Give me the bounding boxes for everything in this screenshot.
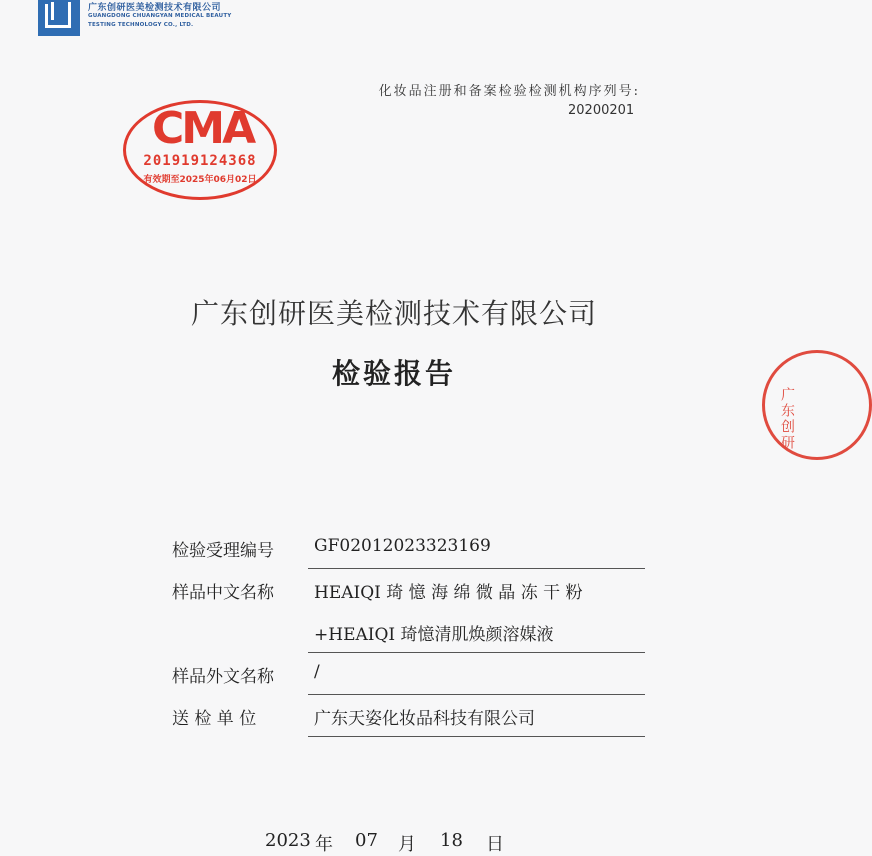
cma-valid-until: 有效期至2025年06月02日 — [143, 175, 257, 185]
acceptance-no-label: 检验受理编号 — [172, 541, 274, 561]
registration-number: 20200201 — [568, 103, 635, 118]
header-company-cn: 广东创研医美检测技术有限公司 — [88, 3, 222, 13]
logo-letter — [51, 2, 71, 20]
cma-stamp — [123, 100, 277, 200]
sample-cn-label: 样品中文名称 — [172, 583, 274, 603]
header-company-en-1: GUANGDONG CHUANGYAN MEDICAL BEAUTY — [88, 13, 232, 19]
cma-mark: CMA — [152, 103, 254, 154]
registration-label: 化妆品注册和备案检验检测机构序列号: — [378, 84, 640, 99]
date-year-unit: 年 — [315, 834, 333, 855]
submitter-value: 广东天姿化妆品科技有限公司 — [314, 709, 535, 729]
submitter-label: 送 检 单 位 — [172, 709, 257, 729]
date-month: 07 — [355, 830, 378, 851]
date-day: 18 — [440, 830, 463, 851]
report-title: 检验报告 — [331, 357, 456, 390]
date-day-unit: 日 — [486, 834, 504, 855]
sample-en-value: / — [314, 662, 320, 682]
report-company-title: 广东创研医美检测技术有限公司 — [190, 297, 597, 330]
divider-line — [308, 736, 645, 737]
sample-cn-value-1: HEAIQI 琦 憶 海 绵 微 晶 冻 干 粉 — [314, 583, 583, 603]
acceptance-no-value: GF02012023323169 — [314, 536, 491, 556]
cma-number: 201919124368 — [143, 153, 257, 169]
date-month-unit: 月 — [398, 834, 416, 855]
divider-line — [308, 652, 645, 653]
seal-text: 广东创研 — [779, 387, 795, 451]
date-year: 2023 — [265, 830, 311, 851]
company-logo — [38, 0, 80, 36]
header-company-en-2: TESTING TECHNOLOGY CO., LTD. — [88, 22, 194, 28]
divider-line — [308, 694, 645, 695]
sample-en-label: 样品外文名称 — [172, 667, 274, 687]
divider-line — [308, 568, 645, 569]
sample-cn-value-2: +HEAIQI 琦憶清肌焕颜溶媒液 — [314, 625, 554, 645]
